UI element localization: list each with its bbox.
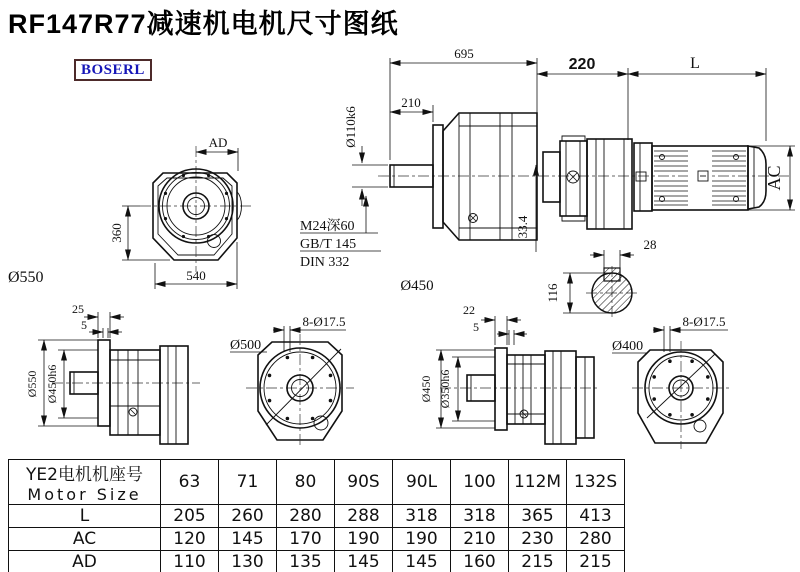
table-row-AD [9,551,625,572]
value-cell: 288 [335,505,393,528]
value-cell: 365 [509,505,567,528]
value-cell: 215 [509,551,567,572]
value-cell: 318 [393,505,451,528]
dim-phi500: Ø500 [230,338,262,353]
page-title: RF147R77减速机电机尺寸图纸 [8,9,399,39]
row-label-AC: AC [9,528,161,551]
value-cell: 130 [219,551,277,572]
value-cell: 280 [277,505,335,528]
row-label-AD: AD [9,551,161,572]
dim-540: 540 [186,268,206,283]
column-63: 63 [161,460,219,505]
column-90s: 90S [335,460,393,505]
value-cell: 145 [219,528,277,551]
flange-550-side-view [25,302,200,444]
dim-210: 210 [401,95,421,110]
motor-view [537,55,795,211]
value-cell: 205 [161,505,219,528]
value-cell: 210 [451,528,509,551]
motor-size-table [8,459,625,572]
header-line1: YE2电机机座号 [26,465,143,485]
value-cell: 190 [335,528,393,551]
gearbox-side-view [300,46,792,270]
header-line2: Motor Size [27,485,142,504]
note-din: DIN 332 [300,255,350,270]
gearbox-front-view [109,135,252,289]
note-gbt: GB/T 145 [300,237,357,252]
dim-phi350h6: Ø350h6 [438,369,452,409]
column-80: 80 [277,460,335,505]
dim-28: 28 [643,237,657,252]
dim-33-4: 33.4 [515,215,530,239]
value-cell: 190 [393,528,451,551]
dim-holes-a: 8-Ø17.5 [302,314,346,329]
boserl-logo: BOSERL [74,59,152,81]
value-cell: 135 [277,551,335,572]
dim-22: 22 [463,303,475,317]
column-71: 71 [219,460,277,505]
value-cell: 413 [567,505,625,528]
label-phi550: Ø550 [8,269,44,286]
dim-phi450b: Ø450 [419,375,433,403]
column-132s: 132S [567,460,625,505]
shaft-section-view [545,237,657,320]
column-100: 100 [451,460,509,505]
flange-550-face-view [230,314,354,447]
dim-AC: AC [764,165,784,191]
table-row-L [9,505,625,528]
dim-ad: AD [208,135,228,150]
flange-450-face-view [612,314,730,449]
dim-shaft-dia: Ø110k6 [343,106,358,148]
value-cell: 170 [277,528,335,551]
note-tap: M24深60 [300,219,355,234]
dim-phi400: Ø400 [612,339,644,354]
row-label-L: L [9,505,161,528]
value-cell: 280 [567,528,625,551]
dim-5b: 5 [473,320,479,334]
label-phi450: Ø450 [400,278,434,294]
column-90l: 90L [393,460,451,505]
value-cell: 260 [219,505,277,528]
value-cell: 318 [451,505,509,528]
dim-220: 220 [568,56,596,73]
table-row-AC [9,528,625,551]
table-header-motor-size [9,460,161,505]
dim-25: 25 [72,302,84,316]
dim-L: L [690,55,700,72]
value-cell: 145 [335,551,393,572]
dim-695: 695 [454,46,474,61]
value-cell: 215 [567,551,625,572]
column-112m: 112M [509,460,567,505]
dim-5a: 5 [81,318,87,332]
dim-holes-b: 8-Ø17.5 [682,314,726,329]
value-cell: 145 [393,551,451,572]
dim-360: 360 [109,223,124,243]
value-cell: 110 [161,551,219,572]
dim-phi550: Ø550 [25,370,39,398]
value-cell: 230 [509,528,567,551]
value-cell: 120 [161,528,219,551]
dim-116: 116 [545,283,560,303]
dim-phi450h6: Ø450h6 [45,364,59,404]
value-cell: 160 [451,551,509,572]
flange-450-side-view [419,303,600,444]
